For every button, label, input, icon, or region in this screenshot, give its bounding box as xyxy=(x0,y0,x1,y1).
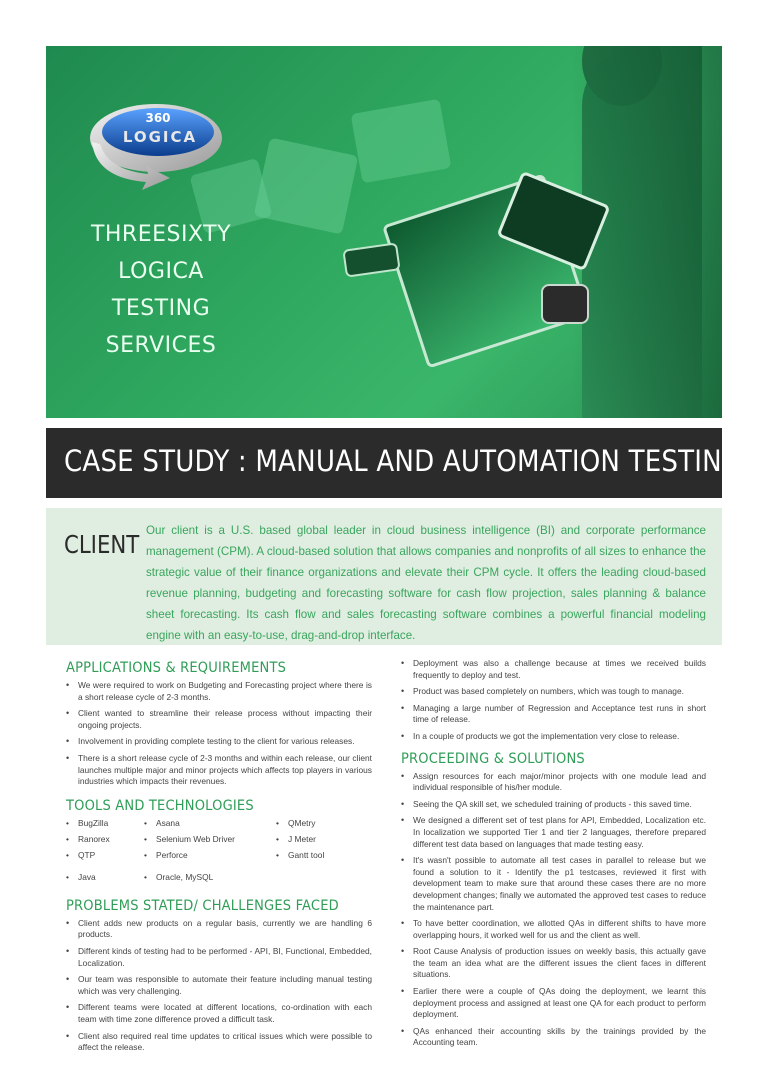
phone-image xyxy=(342,242,400,277)
list-item: • Deployment was also a challenge because at times we received builds frequently to deploy and test. xyxy=(401,658,706,681)
list-item: • Client adds new products on a regular basis, currently we are handling 6 products. xyxy=(66,918,372,941)
list-item: • To have better coordination, we allotted QAs in different shifts to have more overlapping hours, it worked well for us and the client as well. xyxy=(401,918,706,941)
case-study-title: CASE STUDY : MANUAL AND AUTOMATION TESTING xyxy=(64,444,743,478)
tool-item: • Java xyxy=(66,872,96,882)
tools-heading: TOOLS AND TECHNOLOGIES xyxy=(66,797,254,814)
list-item: • In a couple of products we got the implementation very close to release. xyxy=(401,731,706,743)
proceeding-list xyxy=(401,771,706,1049)
list-item: • Root Cause Analysis of production issues on weekly basis, this actually gave the team an idea what are the different issues the client faces in different situations. xyxy=(401,946,706,981)
list-item: • Assign resources for each major/minor projects with one module lead and individual responsible of his/her module. xyxy=(401,771,706,794)
list-item: • Seeing the QA skill set, we scheduled training of products - this saved time. xyxy=(401,799,706,811)
tablet-image xyxy=(351,99,452,184)
problems-list xyxy=(66,918,372,1054)
left-column xyxy=(66,658,372,1059)
tool-item: • QMetry xyxy=(276,818,315,828)
tablet-image xyxy=(254,138,359,235)
list-item: • Client also required real time updates to critical issues which were possible to affect the release. xyxy=(66,1031,372,1054)
applications-heading: APPLICATIONS & REQUIREMENTS xyxy=(66,660,287,676)
hero-title xyxy=(76,216,246,364)
list-item: • Product was based completely on numbers, which was tough to manage. xyxy=(401,686,706,698)
client-label: CLIENT xyxy=(64,530,140,559)
tool-item: • Selenium Web Driver xyxy=(144,834,235,844)
hero-banner xyxy=(46,46,722,418)
list-item: • Our team was responsible to automate their feature including manual testing which was very challenging. xyxy=(66,974,372,997)
tool-item: • Oracle, MySQL xyxy=(144,872,213,882)
list-item: • Managing a large number of Regression and Acceptance test runs in short time of release. xyxy=(401,703,706,726)
hero-title-line: SERVICES xyxy=(105,333,217,358)
tool-item: • QTP xyxy=(66,850,95,860)
svg-text:LOGICA: LOGICA xyxy=(122,128,198,146)
list-item: • Different kinds of testing had to be performed - API, BI, Functional, Embedded, Localization. xyxy=(66,946,372,969)
tool-item: • J Meter xyxy=(276,834,316,844)
tool-item: • BugZilla xyxy=(66,818,108,828)
list-item: • Earlier there were a couple of QAs doing the deployment, we learnt this deployment process and assigned at least one QA for each product to perform deployment. xyxy=(401,986,706,1021)
tools-grid xyxy=(66,818,372,892)
proceeding-heading: PROCEEDING & SOLUTIONS xyxy=(401,750,585,767)
hero-title-line: LOGICA TESTING xyxy=(111,259,211,321)
client-section xyxy=(46,508,722,645)
list-item: • Different teams were located at different locations, co-ordination with each team with time zone difference proved a difficult task. xyxy=(66,1002,372,1025)
list-item: • It's wasn't possible to automate all test cases in parallel to release but we found a solution to it - Identify the p1 testcases, reviewed it first with development team to make sure that around these cases there are no more development changes; finally we automated the approved test cases to reduce the maintenance part. xyxy=(401,855,706,913)
list-item: • Involvement in providing complete testing to the client for various releases. xyxy=(66,736,372,748)
list-item: • We designed a different set of test plans for API, Embedded, Localization etc. In localization we supported Tier 1 and tier 2 languages, therefore prepared different test data based on languages that made testing easy. xyxy=(401,815,706,850)
tool-item: • Perforce xyxy=(144,850,188,860)
tool-item: • Ranorex xyxy=(66,834,110,844)
tool-item: • Gantt tool xyxy=(276,850,324,860)
list-item: • We were required to work on Budgeting and Forecasting project where there is a short release cycle of 2-3 months. xyxy=(66,680,372,703)
logica-logo xyxy=(86,98,232,190)
case-study-banner xyxy=(46,428,743,498)
challenges-continued-list xyxy=(401,658,706,743)
right-column xyxy=(401,658,706,1054)
client-description: Our client is a U.S. based global leader in cloud business intelligence (BI) and corporate performance management (CPM). A cloud-based solution that allows companies and nonprofits of all sizes to enhance the strategic value of their finance organizations and elevate their CPM cycle. It offers the leading cloud-based revenue planning, budgeting and forecasting software for cash flow projection, sales planning & balance sheet forecasting. Its cash flow and sales forecasting software combines a powerful financial modeling engine with an easy-to-use, drag-and-drop interface. xyxy=(146,524,706,642)
list-item: • QAs enhanced their accounting skills by the trainings provided by the Accounting team. xyxy=(401,1026,706,1049)
list-item: • Client wanted to streamline their release process without impacting their ongoing projects. xyxy=(66,708,372,731)
hero-title-line: THREESIXTY xyxy=(90,222,232,247)
svg-text:360: 360 xyxy=(145,111,171,125)
tool-item: • Asana xyxy=(144,818,180,828)
applications-list xyxy=(66,680,372,788)
list-item: • There is a short release cycle of 2-3 months and within each release, our client launches multiple major and minor projects which affects top players in various industries which impacts their revenues. xyxy=(66,753,372,788)
page xyxy=(46,46,743,1053)
problems-heading: PROBLEMS STATED/ CHALLENGES FACED xyxy=(66,897,339,914)
camera-image xyxy=(541,284,589,324)
